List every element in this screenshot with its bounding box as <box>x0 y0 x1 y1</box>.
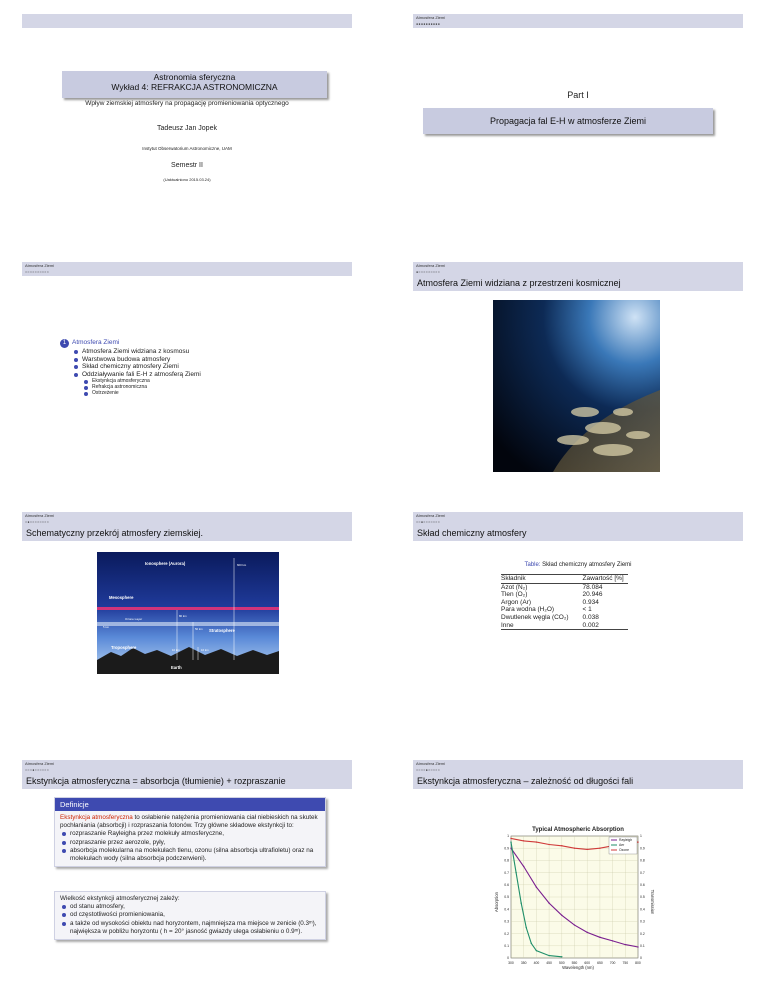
definition-item: rozpraszanie Rayleigha przez molekuły atmosferyczne, <box>60 830 320 838</box>
chart-y2label: Transmission <box>650 889 655 915</box>
toc-subsection[interactable]: Oddziaływanie fali E-H z atmosferą Ziemi <box>72 371 310 379</box>
data-point <box>536 841 537 842</box>
institute: Instytut Obserwatorium Astronomiczne, UAM <box>142 146 232 151</box>
cell-value: < 1 <box>582 606 592 614</box>
data-point <box>523 866 524 867</box>
y-tick-label: 0.3 <box>504 919 509 924</box>
factor-item: od stanu atmosfery, <box>60 903 320 911</box>
y2-tick-label: 0.4 <box>640 907 645 912</box>
cell-name: Para wodna (H₂O) <box>501 606 555 614</box>
label-10km: 10 km <box>172 648 180 652</box>
slide-5 <box>22 512 352 737</box>
toc-subsection[interactable]: Skład chemiczny atmosfery Ziemi <box>72 363 310 371</box>
data-point <box>536 950 537 951</box>
data-point <box>587 932 588 933</box>
legend-label: Ozone <box>619 848 629 853</box>
definition-item: rozpraszanie przez aerozole, pyły, <box>60 839 320 847</box>
table-row <box>501 606 628 614</box>
label-troposphere: Troposphere <box>111 645 137 650</box>
toc-subsection[interactable]: Atmosfera Ziemi widziana z kosmosu <box>72 348 310 356</box>
data-point <box>536 887 537 888</box>
cell-name: Inne <box>501 621 514 629</box>
cell-value: 78.084 <box>582 583 603 591</box>
table-row <box>501 583 628 591</box>
atmosphere-cross-section-diagram <box>97 552 279 674</box>
y-tick-label: 0 <box>507 956 509 961</box>
absorption-chart <box>493 822 653 972</box>
x-tick-label: 550 <box>571 961 578 965</box>
definition-title: Definicje <box>55 798 325 811</box>
header-title: Atmosfera Ziemi <box>416 263 446 268</box>
definition-block <box>54 797 326 867</box>
data-point <box>637 946 638 947</box>
frame-title: Schematyczny przekrój atmosfery ziemskiej. <box>22 526 352 541</box>
x-tick-label: 300 <box>508 961 514 965</box>
earth-from-space-photo <box>493 300 660 472</box>
header-nav-dots[interactable]: ○○○●○○○○○○ <box>25 768 50 772</box>
caption-prefix: Table: <box>524 562 541 568</box>
y2-tick-label: 0.7 <box>640 870 645 875</box>
cell-name: Tlen (O₂) <box>501 591 528 599</box>
toc-subsubsection[interactable]: Refrakcja astronomiczna <box>82 384 310 390</box>
semester: Semestr II <box>171 162 203 169</box>
updated-date: (Uaktualniono 2015.03.24) <box>163 177 211 182</box>
toc-subsection[interactable]: Warstwowa budowa atmosfery <box>72 356 310 364</box>
toc-subsubsection[interactable]: Ekstynkcja atmosferyczna <box>82 378 310 384</box>
table-row <box>501 591 628 599</box>
x-tick-label: 400 <box>533 961 540 965</box>
slide-7 <box>22 760 352 985</box>
toc-section-label: Atmosfera Ziemi <box>72 339 120 346</box>
header-nav-dots[interactable]: ●○○○○○○○○○ <box>416 270 441 274</box>
data-point <box>548 844 549 845</box>
y-tick-label: 0.4 <box>504 907 509 912</box>
y-tick-label: 1 <box>507 834 509 839</box>
header-title: Atmosfera Ziemi <box>25 761 55 766</box>
table-of-contents <box>60 339 310 396</box>
y-tick-label: 0.1 <box>504 944 509 948</box>
header-title: Atmosfera Ziemi <box>25 263 55 268</box>
data-point <box>548 955 549 956</box>
frame-title: Skład chemiczny atmosfery <box>413 526 743 541</box>
cell-value: 0.038 <box>582 613 599 621</box>
data-point <box>637 841 638 842</box>
y2-tick-label: 0.5 <box>640 895 645 900</box>
y-tick-label: 0.5 <box>504 895 509 900</box>
extinction-factors-block <box>54 891 326 940</box>
header-nav-dots[interactable]: ●●●●●●●●●● <box>416 22 441 26</box>
slide-header <box>22 14 352 28</box>
col-header: Zawartość [%] <box>582 575 624 582</box>
caption-text: Skład chemiczny atmosfery Ziemi <box>542 562 632 568</box>
header-title: Atmosfera Ziemi <box>25 513 55 518</box>
col-header: Składnik <box>501 575 526 582</box>
part-title: Propagacja fal E-H w atmosferze Ziemi <box>489 116 647 126</box>
data-point <box>599 937 600 938</box>
toc-subsubsection[interactable]: Ostrzeżenie <box>82 390 310 396</box>
x-tick-label: 650 <box>597 961 603 965</box>
x-tick-label: 600 <box>584 961 591 965</box>
table-row <box>501 614 628 622</box>
data-point <box>574 848 575 849</box>
chart-xlabel: Wavelength (nm) <box>562 965 594 970</box>
toc-section[interactable] <box>60 339 310 348</box>
y-tick-label: 0.7 <box>504 870 509 875</box>
slide-8 <box>413 760 743 985</box>
label-5km: 5 km <box>103 625 110 629</box>
data-point <box>531 943 532 944</box>
table-caption <box>413 562 743 568</box>
frame-title: Atmosfera Ziemi widziana z przestrzeni kosmicznej <box>413 276 743 291</box>
y2-tick-label: 0 <box>640 956 642 961</box>
slide-header <box>413 512 743 526</box>
data-point <box>561 845 562 846</box>
header-nav-dots[interactable]: ○○○○●○○○○○ <box>416 768 441 772</box>
header-title: Atmosfera Ziemi <box>416 15 446 20</box>
slide-header <box>22 262 352 276</box>
x-tick-label: 800 <box>635 961 641 965</box>
label-16km: 16 km <box>201 648 209 652</box>
cell-name: Azot (N₂) <box>501 583 528 591</box>
y2-tick-label: 1 <box>640 834 642 839</box>
data-point <box>548 902 549 903</box>
slide-header <box>413 262 743 276</box>
data-point <box>515 872 516 873</box>
x-tick-label: 700 <box>609 961 616 965</box>
title-box <box>62 71 327 98</box>
title-line-1: Astronomia sferyczna <box>153 72 236 82</box>
composition-table <box>501 574 628 630</box>
title-line-2: Wykład 4: REFRAKCJA ASTRONOMICZNA <box>111 82 278 92</box>
x-tick-label: 350 <box>520 961 527 965</box>
factor-item: od częstotliwości promieniowania, <box>60 911 320 919</box>
factors-intro: Wielkość ekstynkcji atmosferycznej zależy: <box>60 895 180 902</box>
data-point <box>510 841 511 842</box>
label-stratosphere: Stratosphere <box>209 628 235 633</box>
definition-item: absorbcja molekularna na molekułach tlenu, ozonu (silna absorbcja ultrafioletu) oraz na molekułach wody (silna absorbcja podczerwieni). <box>60 847 320 863</box>
part-title-box <box>423 108 713 134</box>
y-tick-label: 0.8 <box>504 858 509 863</box>
frame-title: Ekstynkcja atmosferyczna = absorbcja (tłumienie) + rozpraszanie <box>22 774 352 789</box>
y2-tick-label: 0.6 <box>640 883 645 887</box>
slide-2 <box>413 14 743 239</box>
y-tick-label: 0.6 <box>504 883 509 887</box>
data-point <box>561 956 562 957</box>
y2-tick-label: 0.9 <box>640 846 645 851</box>
data-point <box>587 849 588 850</box>
label-mesosphere: Mesosphere <box>109 595 134 600</box>
x-tick-label: 750 <box>622 961 629 965</box>
cell-name: Dwutlenek węgla (CO₂) <box>501 613 569 621</box>
chart-title: Typical Atmospheric Absorption <box>532 827 624 833</box>
data-point <box>625 944 626 945</box>
legend-label: Aer <box>619 843 625 848</box>
frame-title: Ekstynkcja atmosferyczna – zależność od długości fali <box>413 774 743 789</box>
chart-ylabel: Absorption <box>494 891 499 913</box>
subtitle: Wpływ ziemskiej atmosfery na propagację promieniowania optycznego <box>85 100 289 107</box>
slide-header <box>22 512 352 526</box>
cell-value: 20.946 <box>582 591 603 599</box>
cell-value: 0.002 <box>582 621 599 629</box>
slide-header <box>413 760 743 774</box>
y2-tick-label: 0.1 <box>640 944 645 948</box>
slide-1 <box>22 14 352 239</box>
table-header-row <box>501 575 628 584</box>
cell-name: Argon (Ar) <box>501 598 531 606</box>
label-600km: 600 km <box>237 563 247 567</box>
label-ozone: Ozone Layer <box>125 617 143 621</box>
slide-header <box>22 760 352 774</box>
data-point <box>599 848 600 849</box>
data-point <box>520 902 521 903</box>
table-row <box>501 622 628 630</box>
data-point <box>510 838 511 839</box>
slide-3 <box>22 262 352 487</box>
part-label: Part I <box>567 90 589 100</box>
slide-4 <box>413 262 743 487</box>
header-nav-dots[interactable]: ○○○○○○○○○○ <box>25 270 50 274</box>
data-point <box>574 924 575 925</box>
x-tick-label: 450 <box>546 961 552 965</box>
data-point <box>523 840 524 841</box>
y2-tick-label: 0.8 <box>640 858 645 863</box>
legend-label: Rayleigh <box>619 838 633 843</box>
author: Tadeusz Jan Jopek <box>157 125 217 132</box>
y-tick-label: 0.2 <box>504 931 509 936</box>
header-title: Atmosfera Ziemi <box>416 513 446 518</box>
definition-text: to osłabienie natężenia promieniowania ciał niebieskich na skutek pochłaniania (absorbcji) i rozpraszania fotonów. Trzy główne składowe ekstynkcji to: <box>60 814 318 830</box>
header-title: Atmosfera Ziemi <box>416 761 446 766</box>
data-point <box>526 927 527 928</box>
y2-tick-label: 0.2 <box>640 931 645 936</box>
cell-value: 0.934 <box>582 598 599 606</box>
label-earth: Earth <box>171 665 182 670</box>
table-row <box>501 599 628 607</box>
x-tick-label: 500 <box>558 961 565 965</box>
slide-header <box>413 14 743 28</box>
data-point <box>561 915 562 916</box>
y-tick-label: 0.9 <box>504 846 509 851</box>
data-point <box>612 940 613 941</box>
label-ionosphere: Ionosphere (Aurora) <box>145 561 186 566</box>
factor-item: a także od wysokości obiektu nad horyzontem, najmniejsza ma miejsce w zenicie (0.3ᵐ), największa w pobliżu horyzontu ( h = 20° jasność gwiazdy ulega osłabieniu o 0.9ᵐ). <box>60 920 320 936</box>
toc-number: 1 <box>60 339 69 348</box>
header-nav-dots[interactable]: ○○●○○○○○○○ <box>416 520 441 524</box>
y2-tick-label: 0.3 <box>640 919 645 924</box>
label-50km: 50 km <box>195 627 203 631</box>
slide-6 <box>413 512 743 737</box>
label-80km: 80 km <box>179 614 187 618</box>
definition-term: Ekstynkcja atmosferyczna <box>60 814 133 821</box>
header-nav-dots[interactable]: ○●○○○○○○○○ <box>25 520 50 524</box>
